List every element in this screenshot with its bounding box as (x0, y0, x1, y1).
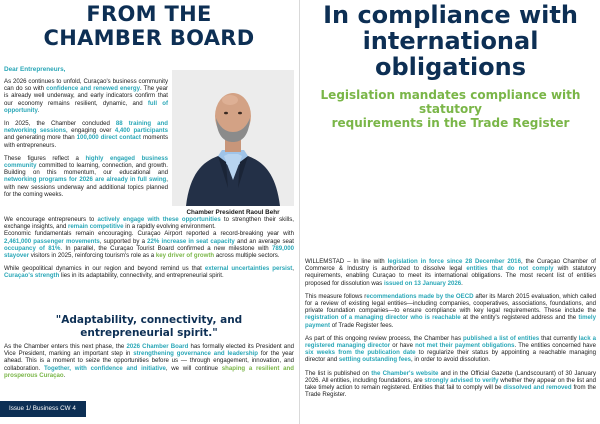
article-paragraph-3 (305, 335, 596, 364)
highlight-text: 789,000 stayover (4, 244, 294, 260)
text-run: , we will continue (165, 364, 222, 372)
body-column (4, 216, 294, 286)
text-run: . In parallel, the Curaçao Tourist Board confirmed a new milestone with (60, 244, 272, 252)
text-run: committed to learning, connection, and growth. Building on this momentum, our educational and (4, 162, 168, 177)
highlight-text: key driver of growth (155, 252, 215, 260)
highlight-text: remain competitive (68, 223, 124, 231)
highlight-text: Curaçao's strength (4, 272, 60, 280)
compliance-title (301, 2, 600, 80)
photo-caption: Chamber President Raoul Behr (186, 209, 280, 216)
text-run: These figures reflect a (4, 154, 86, 162)
text-run: , with new sessions underway and additional topics planned for the coming weeks. (4, 176, 168, 198)
title-line-2: CHAMBER BOARD (43, 26, 255, 50)
highlight-text: entities that do not comply (466, 265, 554, 273)
text-run: that currently (539, 334, 579, 342)
highlight-text: published a list of entities (463, 334, 540, 342)
paragraph-1 (4, 78, 168, 114)
text-run: , in order to avoid dissolution. (411, 356, 491, 364)
pull-quote (0, 314, 298, 340)
paragraph-4 (4, 216, 294, 230)
highlight-text: shaping a resilient and prosperous Curaçao (4, 364, 294, 379)
compliance-subtitle (301, 88, 600, 130)
text-run: As 2026 continues to unfold, Curaçao's business community can do so with (4, 78, 168, 93)
highlight-text: 22% increase in seat capacity (147, 237, 235, 245)
text-run: . The entities concerned have (514, 342, 596, 350)
text-run: from the Trade Register. (305, 384, 596, 399)
text-run: and in the Official Gazette (Landscourant) of 30 January 2026. All entities, including foundations, are (305, 369, 597, 384)
highlight-text: highly engaged business community (4, 154, 168, 170)
text-run: , the Curaçao Chamber of Commerce & Industry is authorized to dissolve legal (305, 258, 597, 273)
left-page (0, 0, 298, 424)
text-run: whether they appear on the list and take timely action to remain registered. Entities that fail to comply will be (305, 376, 596, 392)
highlight-text: 2026 Chamber Board (126, 343, 189, 350)
highlight-text: registration of a managing director who is reachable (305, 314, 461, 322)
highlight-text: full of opportunity (4, 99, 168, 114)
subtitle-line-2: requirements in the Trade Register (331, 116, 570, 130)
title-line-3: obligations (374, 53, 527, 81)
text-run: lies in its adaptability, connectivity, and entrepreneurial spirit. (59, 272, 224, 280)
closing-column (4, 343, 294, 385)
highlight-text: 4,400 participants (114, 127, 168, 135)
text-run: . (63, 371, 66, 379)
text-run: at the entity's registered address and the (460, 314, 579, 322)
text-run: As the Chamber enters this next phase, the (4, 343, 127, 350)
highlight-text: external uncertainties persist (204, 265, 293, 273)
text-run: . The year is already well underway, and early indicators confirm that our economy remains resilient, dynamic, and (4, 85, 169, 107)
highlight-text: occupancy of 81% (4, 244, 61, 252)
highlight-text: 100,000 direct contact (76, 134, 141, 142)
highlight-text: 88 training and networking sessions (4, 120, 168, 135)
text-run: to regularize their status by appointing a reachable managing director and (305, 349, 596, 364)
article-paragraph-4 (305, 370, 596, 399)
highlight-text: strengthening governance and leadership (133, 350, 258, 358)
text-run: , engaging over (65, 127, 115, 135)
title-line-2: international (362, 27, 539, 55)
text-run: Economic fundamentals remain encouraging. Curaçao Airport reported a record-breaking year with (4, 230, 294, 238)
text-run: While geopolitical dynamics in our region and beyond remind us that (4, 265, 205, 273)
text-run: has formally elected its President and Vice President, marking an important step in (4, 343, 294, 358)
text-run: This measure follows r (305, 292, 367, 300)
highlight-text: Together, with confidence and initiative (44, 364, 166, 372)
text-run: of Trade Register fees. (330, 321, 394, 329)
title-line-1: In compliance with (323, 1, 578, 29)
article-paragraph-1 (305, 258, 596, 287)
text-run: with statutory requirements, enabling Curaçao to meet its international obligations. The most recent list of entities proposed for dissolution was (305, 265, 597, 287)
intro-column (4, 78, 168, 204)
paragraph-3 (4, 155, 168, 198)
highlight-text: legislation in force since 28 December 2016 (387, 258, 521, 265)
right-page (301, 0, 600, 424)
text-run: to strengthen their skills, exchange insights, and (4, 216, 295, 231)
highlight-text: strongly advised to verify (424, 376, 499, 384)
paragraph-5 (4, 230, 294, 259)
subtitle-line-1: Legislation mandates compliance with statutory (320, 88, 581, 116)
highlight-text: settling outstanding fees (338, 356, 411, 364)
highlight-text: timely payment (305, 314, 596, 329)
text-run: . (37, 106, 40, 114)
paragraph-2 (4, 120, 168, 149)
highlight-text: actively engage with these opportunities (97, 216, 221, 223)
paragraph-6 (4, 265, 294, 279)
highlight-text: the Chamber's website (371, 369, 439, 377)
text-run: As part of this ongoing review process, the Chamber has (305, 334, 464, 342)
issue-footer: Issue 1/ Business CW 4 (0, 401, 86, 417)
text-run: , supported by a (99, 237, 148, 245)
highlight-text: confidence and renewed energy (46, 85, 140, 93)
highlight-text: 2,461,000 passenger movements (4, 237, 100, 245)
text-run: for the year ahead. This is a moment to seize the opportunities before us — through engagement, innovation, and collaboration. (4, 350, 294, 372)
chamber-board-title (0, 2, 298, 50)
title-line-1: FROM THE (86, 2, 212, 26)
quote-line-2: entrepreneurial spirit." (80, 327, 218, 339)
president-photo (172, 70, 294, 206)
highlight-text: networking programs for 2026 are already in full swing (4, 176, 167, 184)
highlight-text: lack a registered managing director (305, 334, 596, 350)
quote-line-1: "Adaptability, connectivity, and (55, 314, 243, 326)
text-run: The list is published on (305, 369, 372, 377)
text-run: across multiple sectors. (214, 252, 280, 260)
highlight-text: not met their payment obligations (415, 342, 515, 350)
text-run: in a rapidly evolving environment. (123, 223, 216, 231)
text-run: visitors in 2025, reinforcing tourism's role as a (29, 252, 156, 260)
text-run: In 2025, the Chamber concluded (4, 120, 116, 128)
text-run: after its March 2015 evaluation, which called for a review of existing legal entities—including companies, cooperatives, associations, foundations, and private foundation companies—to ensure compliance with key legal requirements. These include the (305, 292, 596, 315)
text-run: WILLEMSTAD – In line with (305, 258, 388, 265)
text-run: We encourage entrepreneurs to (4, 216, 98, 223)
highlight-text: issued on 13 January 2026 (383, 279, 462, 287)
highlight-text: dissolved and removed (503, 384, 572, 392)
text-run: . (461, 279, 463, 287)
article-column (305, 258, 596, 404)
highlight-text: ecommendations made by the OECD (366, 292, 474, 300)
text-run: and an average seat (234, 237, 294, 245)
text-run: , (292, 265, 294, 273)
highlight-text: six weeks from the publication date (305, 349, 416, 357)
text-run: and generating more than (4, 134, 77, 142)
text-run: or have (390, 342, 416, 350)
paragraph-7 (4, 343, 294, 379)
article-paragraph-2 (305, 293, 596, 329)
greeting: Dear Entrepreneurs, (4, 66, 66, 73)
text-run: moments with entrepreneurs. (4, 134, 169, 149)
page-divider (299, 0, 300, 424)
portrait-photo-icon (172, 70, 294, 206)
